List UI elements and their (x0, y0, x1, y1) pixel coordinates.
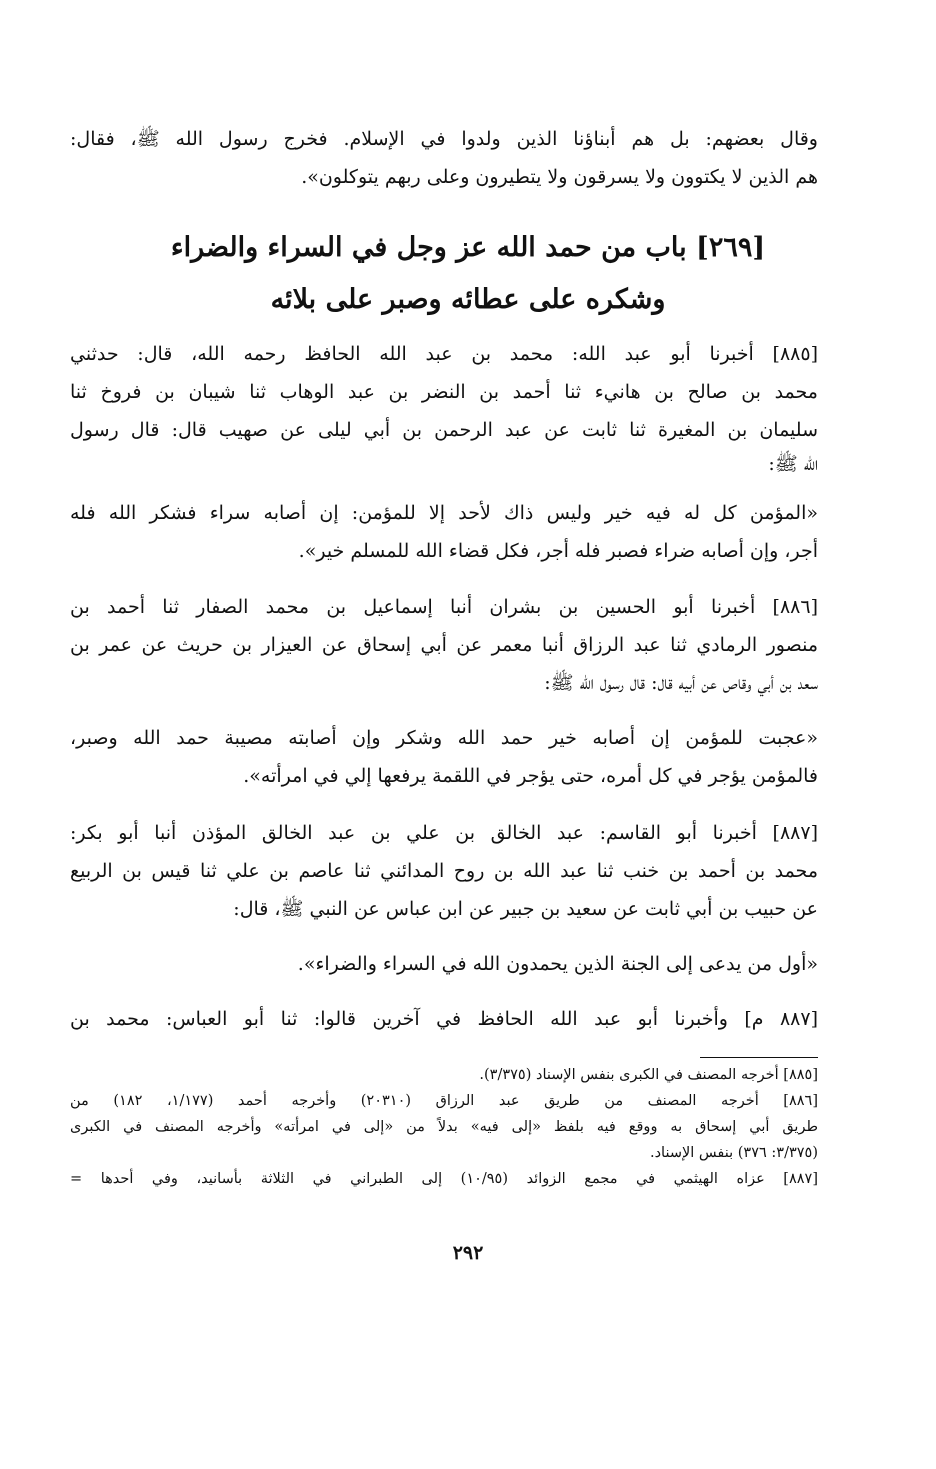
text-line: منصور الرمادي ثنا عبد الرزاق أنبا معمر عن أبي إسحاق عن العيزار بن حريث عن عمر بن (70, 634, 818, 656)
text-line: عن حبيب بن أبي ثابت عن سعيد بن جبير عن ابن عباس عن النبي ﷺ، قال: (233, 898, 818, 920)
intro-paragraph (70, 120, 818, 196)
text-line: هم الذين لا يكتوون ولا يسرقون ولا يتطيرون وعلى ربهم يتوكلون». (301, 166, 818, 188)
hadith-886-matn (70, 719, 818, 795)
chapter-heading (70, 222, 866, 326)
text-line: محمد بن صالح بن هانيء ثنا أحمد بن النضر بن عبد الوهاب ثنا شيبان بن فروخ ثنا (70, 381, 818, 403)
text-line: [٨٨٥] أخبرنا أبو عبد الله: محمد بن عبد الله الحافظ رحمه الله، قال: حدثني (70, 343, 818, 365)
hadith-887m-isnad (70, 1000, 818, 1038)
text-line: أجر، وإن أصابه ضراء فصبر فله أجر، فكل قضاء الله للمسلم خير». (298, 540, 818, 562)
footnote-line: [٨٨٧] عزاه الهيثمي في مجمع الزوائد (١٠/٩٥) إلى الطبراني في الثلاثة بأسانيد، وفي أحدها = (70, 1171, 818, 1187)
hadith-887-isnad (70, 814, 818, 928)
text-line: «عجبت للمؤمن إن أصابه خير حمد الله وشكر وإن أصابته مصيبة حمد الله وصبر، (70, 727, 818, 749)
footnote-line: [٨٨٥] أخرجه المصنف في الكبرى بنفس الإسناد (٣/٣٧٥). (479, 1067, 818, 1083)
text-line: سليمان بن المغيرة ثنا ثابت عن عبد الرحمن بن أبي ليلى عن صهيب قال: قال رسول (70, 419, 818, 441)
footnote-separator (700, 1057, 818, 1058)
text-line: [٨٨٧ م] وأخبرنا أبو عبد الله الحافظ في آخرين قالوا: ثنا أبو العباس: محمد بن (70, 1008, 818, 1030)
text-line: [٨٨٧] أخبرنا أبو القاسم: عبد الخالق بن علي بن عبد الخالق المؤذن أنبا أبو بكر: (70, 822, 818, 844)
text-line: محمد بن أحمد بن خنب ثنا عبد الله بن روح المدائني ثنا عاصم بن علي ثنا قيس بن الربيع (70, 860, 818, 882)
footnotes (70, 1062, 818, 1192)
text-line: الله ﷺ: (768, 453, 818, 475)
hadith-885-matn (70, 494, 818, 570)
page-number: ٢٩٢ (452, 1242, 484, 1264)
hadith-887-matn (70, 945, 818, 983)
hadith-886-isnad (70, 588, 818, 702)
text-line: «أول من يدعى إلى الجنة الذين يحمدون الله في السراء والضراء». (297, 953, 818, 975)
footnote-line: طريق أبي إسحاق به ووقع فيه بلفظ «إلى فيه» بدلاً من «إلى في امرأته» وأخرجه المصنف في الكبرى (70, 1119, 818, 1135)
text-line: فالمؤمن يؤجر في كل أمره، حتى يؤجر في اللقمة يرفعها إلي في امرأته». (243, 765, 818, 787)
chapter-title-line: [٢٦٩] باب من حمد الله عز وجل في السراء والضراء (170, 232, 766, 263)
text-line: «المؤمن كل له فيه خير وليس ذاك لأحد إلا للمؤمن: إن أصابه سراء فشكر الله فله (70, 502, 818, 524)
hadith-885-isnad (70, 335, 818, 479)
chapter-title-line: وشكره على عطائه وصبر على بلائه (270, 284, 666, 315)
footnote-line: [٨٨٦] أخرجه المصنف من طريق عبد الرزاق (٢٠٣١٠) وأخرجه أحمد (١/١٧٧، ١٨٢) من (70, 1093, 818, 1109)
footnote-line: (٣/٣٧٥: ٣٧٦) بنفس الإسناد. (649, 1145, 818, 1161)
text-line: [٨٨٦] أخبرنا أبو الحسين بن بشران أنبا إسماعيل بن محمد الصفار ثنا أحمد بن (70, 596, 818, 618)
text-line: وقال بعضهم: بل هم أبناؤنا الذين ولدوا في الإسلام. فخرج رسول الله ﷺ، فقال: (70, 128, 818, 150)
text-line: سعد بن أبي وقاص عن أبيه قال: قال رسول الله ﷺ: (544, 672, 818, 694)
